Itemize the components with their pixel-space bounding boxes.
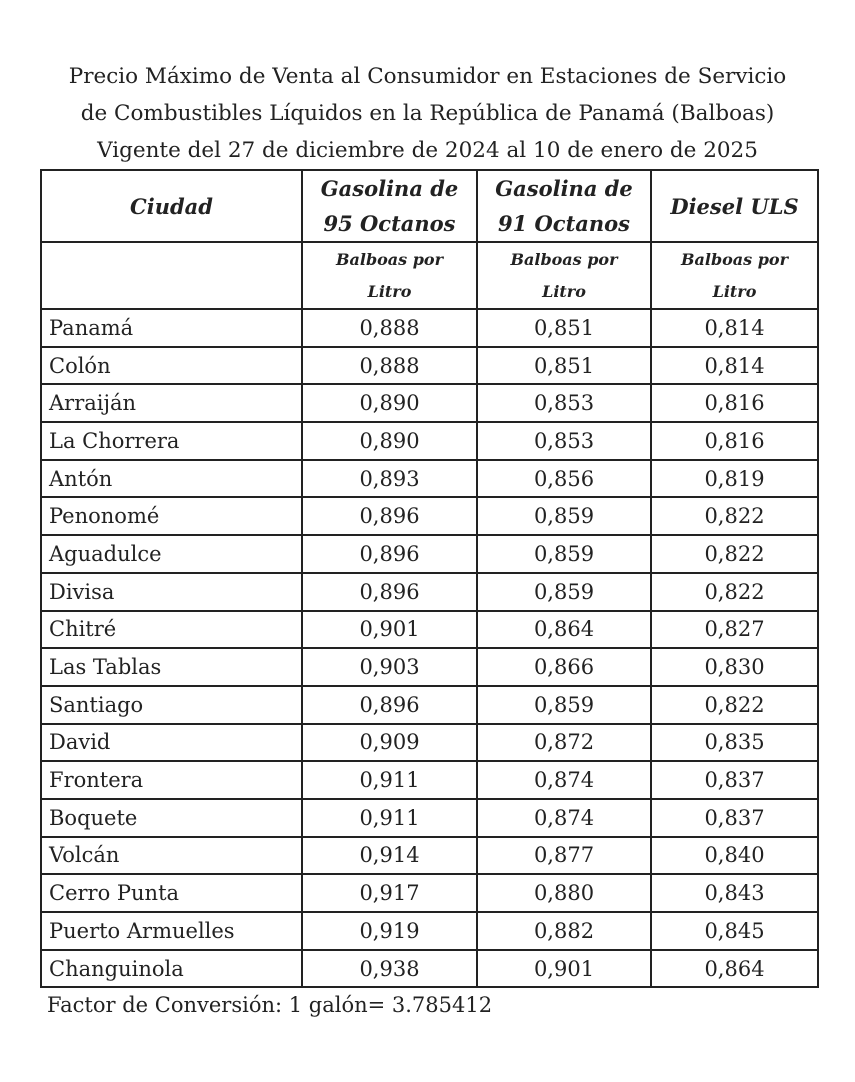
table-row [41,497,818,535]
unit-label: Litro [542,281,586,301]
title-line-1: Precio Máximo de Venta al Consumidor en Estaciones de Servicio [68,64,787,89]
diesel-price: 0,843 [651,874,818,912]
table-row [41,535,818,573]
diesel-price: 0,845 [651,912,818,950]
header-diesel [651,170,818,242]
header-gasoline-95 [302,170,477,242]
unit-label: Litro [367,281,412,301]
diesel-price: 0,837 [651,761,818,799]
table-row [41,648,818,686]
diesel-price: 0,822 [651,573,818,611]
gasoline-91-price: 0,859 [477,686,651,724]
gasoline-91-price: 0,851 [477,309,651,347]
gasoline-95-price: 0,911 [302,761,477,799]
table-row [41,422,818,460]
header-city-label: Ciudad [130,193,213,219]
diesel-price: 0,814 [651,347,818,385]
gasoline-95-price: 0,893 [302,460,477,498]
gasoline-95-price: 0,888 [302,347,477,385]
gasoline-95-price: 0,890 [302,422,477,460]
gasoline-95-price: 0,901 [302,611,477,649]
diesel-price: 0,840 [651,837,818,875]
unit-cell [477,242,651,309]
title-line-3: Vigente del 27 de diciembre de 2024 al 10 de enero de 2025 [97,138,758,163]
table-row [41,460,818,498]
unit-empty [41,242,302,309]
header-label: 95 Octanos [323,211,456,236]
city-cell: Penonomé [41,497,302,535]
gasoline-91-price: 0,872 [477,724,651,762]
gasoline-95-price: 0,911 [302,799,477,837]
header-gasoline-91 [477,170,651,242]
city-cell: Puerto Armuelles [41,912,302,950]
document-title [0,58,855,169]
city-cell: Cerro Punta [41,874,302,912]
header-label: Gasolina de [495,176,633,201]
gasoline-95-price: 0,917 [302,874,477,912]
gasoline-95-price: 0,914 [302,837,477,875]
table-row [41,573,818,611]
gasoline-95-price: 0,909 [302,724,477,762]
header-label: Gasolina de [320,176,459,201]
diesel-price: 0,819 [651,460,818,498]
diesel-price: 0,822 [651,686,818,724]
diesel-price: 0,816 [651,384,818,422]
city-cell: La Chorrera [41,422,302,460]
table-row [41,384,818,422]
city-cell: Boquete [41,799,302,837]
gasoline-91-price: 0,864 [477,611,651,649]
diesel-price: 0,835 [651,724,818,762]
table-row [41,724,818,762]
table-row [41,309,818,347]
gasoline-91-price: 0,853 [477,384,651,422]
gasoline-91-price: 0,856 [477,460,651,498]
diesel-price: 0,827 [651,611,818,649]
gasoline-95-price: 0,896 [302,535,477,573]
city-cell: Las Tablas [41,648,302,686]
header-label: 91 Octanos [497,211,631,236]
table-row [41,874,818,912]
gasoline-95-price: 0,896 [302,497,477,535]
gasoline-91-price: 0,874 [477,761,651,799]
table-row [41,761,818,799]
diesel-price: 0,837 [651,799,818,837]
header-city [41,170,302,242]
city-cell: Panamá [41,309,302,347]
header-label: Diesel ULS [670,193,799,219]
unit-label: Balboas por [680,249,789,269]
gasoline-95-price: 0,896 [302,686,477,724]
gasoline-91-price: 0,866 [477,648,651,686]
table-row [41,686,818,724]
unit-row [41,242,818,309]
gasoline-91-price: 0,859 [477,535,651,573]
gasoline-95-price: 0,890 [302,384,477,422]
unit-label: Litro [712,281,757,301]
diesel-price: 0,822 [651,535,818,573]
unit-cell [302,242,477,309]
gasoline-91-price: 0,880 [477,874,651,912]
gasoline-91-price: 0,882 [477,912,651,950]
city-cell: Frontera [41,761,302,799]
diesel-price: 0,814 [651,309,818,347]
fuel-price-table [40,169,819,988]
table-row [41,799,818,837]
gasoline-95-price: 0,919 [302,912,477,950]
city-cell: Colón [41,347,302,385]
city-cell: Santiago [41,686,302,724]
table-row [41,837,818,875]
title-line-2: de Combustibles Líquidos en la República de Panamá (Balboas) [80,101,775,126]
city-cell: Chitré [41,611,302,649]
gasoline-91-price: 0,874 [477,799,651,837]
unit-cell [651,242,818,309]
header-row [41,170,818,242]
city-cell: Antón [41,460,302,498]
gasoline-95-price: 0,888 [302,309,477,347]
table-row [41,950,818,988]
gasoline-91-price: 0,859 [477,573,651,611]
gasoline-91-price: 0,851 [477,347,651,385]
gasoline-91-price: 0,853 [477,422,651,460]
table-row [41,611,818,649]
table-row [41,347,818,385]
diesel-price: 0,816 [651,422,818,460]
gasoline-91-price: 0,901 [477,950,651,988]
gasoline-91-price: 0,877 [477,837,651,875]
gasoline-95-price: 0,903 [302,648,477,686]
city-cell: Volcán [41,837,302,875]
diesel-price: 0,830 [651,648,818,686]
diesel-price: 0,864 [651,950,818,988]
city-cell: Divisa [41,573,302,611]
gasoline-91-price: 0,859 [477,497,651,535]
unit-label: Balboas por [510,249,618,269]
gasoline-95-price: 0,896 [302,573,477,611]
table-row [41,912,818,950]
city-cell: Changuinola [41,950,302,988]
city-cell: Aguadulce [41,535,302,573]
city-cell: Arraiján [41,384,302,422]
unit-label: Balboas por [335,249,444,269]
diesel-price: 0,822 [651,497,818,535]
city-cell: David [41,724,302,762]
conversion-factor-note: Factor de Conversión: 1 galón= 3.785412 [47,993,493,1017]
gasoline-95-price: 0,938 [302,950,477,988]
